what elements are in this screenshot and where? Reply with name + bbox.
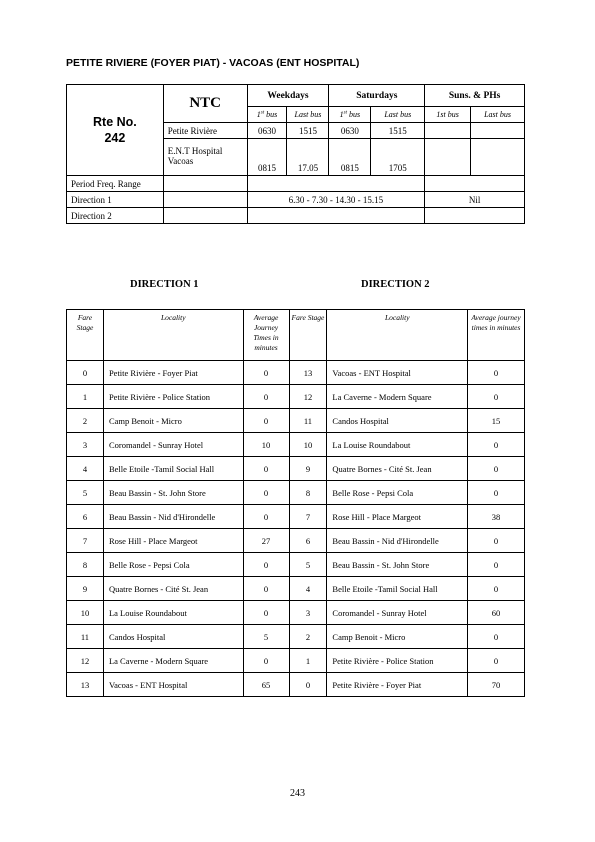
sat-last-bus-header: Last bus	[371, 107, 425, 123]
locality-d1: Candos Hospital	[103, 625, 243, 649]
wd-last-time: 1515	[287, 123, 329, 139]
table-row	[67, 409, 525, 433]
route-label: Rte No.	[93, 115, 137, 129]
fare-stage-d1: 8	[67, 553, 104, 577]
avg-time-d1: 0	[243, 601, 289, 625]
locality-d1: Vacoas - ENT Hospital	[103, 673, 243, 697]
locality-d1: Petite Rivière - Foyer Piat	[103, 361, 243, 385]
fare-stage-d1: 2	[67, 409, 104, 433]
wd-first-bus-header: 1st bus	[247, 107, 287, 123]
avg-time-header: Average Journey Times in minutes	[243, 310, 289, 361]
locality-d1: La Louise Roundabout	[103, 601, 243, 625]
page-number: 243	[290, 788, 305, 799]
table-row	[67, 649, 525, 673]
fare-stage-d2: 12	[289, 385, 327, 409]
locality-d2: Petite Rivière - Foyer Piat	[327, 673, 468, 697]
weekdays-header: Weekdays	[247, 85, 329, 107]
locality-d2: Candos Hospital	[327, 409, 468, 433]
sat-last-time: 1705	[371, 139, 425, 176]
wd-first-time: 0630	[247, 123, 287, 139]
fare-stage-d1: 5	[67, 481, 104, 505]
fare-stage-d1: 3	[67, 433, 104, 457]
avg-time-d2: 0	[468, 649, 525, 673]
avg-time-d2: 0	[468, 529, 525, 553]
schedule-table	[66, 84, 525, 224]
sat-first-time: 0630	[329, 123, 371, 139]
avg-time-d2: 0	[468, 433, 525, 457]
fare-stage-d2: 7	[289, 505, 327, 529]
fare-stage-d1: 12	[67, 649, 104, 673]
fare-stage-d2: 3	[289, 601, 327, 625]
table-row	[67, 361, 525, 385]
locality-d2: Rose Hill - Place Margeot	[327, 505, 468, 529]
table-row	[67, 457, 525, 481]
table-row	[67, 553, 525, 577]
sun-first-time	[425, 139, 471, 176]
route-number-cell	[67, 85, 164, 176]
locality-d2: Beau Bassin - St. John Store	[327, 553, 468, 577]
locality-d1: Belle Rose - Pepsi Cola	[103, 553, 243, 577]
sun-last-time	[471, 139, 525, 176]
locality-d2: Beau Bassin - Nid d'Hirondelle	[327, 529, 468, 553]
table-row	[67, 481, 525, 505]
sat-first-time: 0815	[329, 139, 371, 176]
fare-stage-d1: 11	[67, 625, 104, 649]
fare-stage-table	[66, 309, 525, 697]
locality-d2: Petite Rivière - Police Station	[327, 649, 468, 673]
avg-time-d1: 0	[243, 577, 289, 601]
avg-time-d2: 0	[468, 553, 525, 577]
avg-time-d2: 0	[468, 577, 525, 601]
avg-time-d1: 0	[243, 385, 289, 409]
wd-first-time: 0815	[247, 139, 287, 176]
fare-stage-d2: 6	[289, 529, 327, 553]
fare-stage-d1: 10	[67, 601, 104, 625]
locality-header: Locality	[103, 310, 243, 361]
avg-time-d2: 38	[468, 505, 525, 529]
avg-time-d2: 0	[468, 457, 525, 481]
locality-d2: Belle Etoile -Tamil Social Hall	[327, 577, 468, 601]
fare-stage-d1: 9	[67, 577, 104, 601]
table-row	[67, 385, 525, 409]
fare-stage-d1: 0	[67, 361, 104, 385]
locality-d2: Coromandel - Sunray Hotel	[327, 601, 468, 625]
table-row	[67, 673, 525, 697]
avg-time-d2: 0	[468, 361, 525, 385]
locality-d2: La Caverne - Modern Square	[327, 385, 468, 409]
avg-time-d2: 60	[468, 601, 525, 625]
avg-time-d1: 0	[243, 457, 289, 481]
fare-stage-header: Fare Stage	[289, 310, 327, 361]
locality-d1: Camp Benoit - Micro	[103, 409, 243, 433]
fare-stage-d2: 4	[289, 577, 327, 601]
direction1-heading: DIRECTION 1	[130, 279, 199, 290]
avg-time-header: Average journey times in minutes	[468, 310, 525, 361]
route-title: PETITE RIVIERE (FOYER PIAT) - VACOAS (ENT HOSPITAL)	[66, 57, 360, 69]
table-row	[67, 529, 525, 553]
avg-time-d1: 65	[243, 673, 289, 697]
direction1-times: 6.30 - 7.30 - 14.30 - 15.15	[247, 192, 425, 208]
direction1-sundays: Nil	[425, 192, 525, 208]
table-row	[67, 625, 525, 649]
locality-d2: Vacoas - ENT Hospital	[327, 361, 468, 385]
avg-time-d1: 27	[243, 529, 289, 553]
fare-stage-d2: 2	[289, 625, 327, 649]
locality-d1: Rose Hill - Place Margeot	[103, 529, 243, 553]
avg-time-d1: 5	[243, 625, 289, 649]
locality-d1: La Caverne - Modern Square	[103, 649, 243, 673]
avg-time-d2: 0	[468, 385, 525, 409]
direction2-label: Direction 2	[67, 208, 164, 224]
wd-last-time: 17.05	[287, 139, 329, 176]
fare-stage-d2: 0	[289, 673, 327, 697]
locality-d1: Coromandel - Sunray Hotel	[103, 433, 243, 457]
fare-stage-d2: 5	[289, 553, 327, 577]
fare-stage-d1: 1	[67, 385, 104, 409]
avg-time-d1: 0	[243, 481, 289, 505]
direction2-heading: DIRECTION 2	[361, 279, 430, 290]
fare-stage-header: Fare Stage	[67, 310, 104, 361]
sun-last-bus-header: Last bus	[471, 107, 525, 123]
locality-d1: Petite Rivière - Police Station	[103, 385, 243, 409]
avg-time-d1: 0	[243, 361, 289, 385]
locality-d1: Quatre Bornes - Cité St. Jean	[103, 577, 243, 601]
sundays-header: Suns. & PHs	[425, 85, 525, 107]
fare-stage-d2: 13	[289, 361, 327, 385]
locality-d2: Camp Benoit - Micro	[327, 625, 468, 649]
sun-first-time	[425, 123, 471, 139]
fare-stage-d1: 7	[67, 529, 104, 553]
locality-d1: Beau Bassin - Nid d'Hirondelle	[103, 505, 243, 529]
table-row	[67, 433, 525, 457]
avg-time-d1: 10	[243, 433, 289, 457]
stop-name: E.N.T Hospital Vacoas	[163, 139, 247, 176]
fare-stage-d1: 13	[67, 673, 104, 697]
fare-stage-d1: 6	[67, 505, 104, 529]
avg-time-d2: 0	[468, 481, 525, 505]
avg-time-d2: 0	[468, 625, 525, 649]
avg-time-d1: 0	[243, 409, 289, 433]
locality-d2: La Louise Roundabout	[327, 433, 468, 457]
sun-last-time	[471, 123, 525, 139]
fare-stage-d2: 8	[289, 481, 327, 505]
saturdays-header: Saturdays	[329, 85, 425, 107]
table-row	[67, 505, 525, 529]
table-row	[67, 601, 525, 625]
period-label: Period Freq. Range	[67, 176, 164, 192]
route-number: 242	[104, 131, 126, 145]
table-row	[67, 577, 525, 601]
locality-d2: Quatre Bornes - Cité St. Jean	[327, 457, 468, 481]
fare-stage-d1: 4	[67, 457, 104, 481]
avg-time-d1: 0	[243, 553, 289, 577]
wd-last-bus-header: Last bus	[287, 107, 329, 123]
fare-stage-d2: 11	[289, 409, 327, 433]
fare-stage-d2: 1	[289, 649, 327, 673]
locality-d2: Belle Rose - Pepsi Cola	[327, 481, 468, 505]
sat-last-time: 1515	[371, 123, 425, 139]
operator-header: NTC	[163, 85, 247, 123]
avg-time-d2: 15	[468, 409, 525, 433]
fare-stage-d2: 9	[289, 457, 327, 481]
sun-first-bus-header: 1st bus	[425, 107, 471, 123]
avg-time-d1: 0	[243, 505, 289, 529]
avg-time-d1: 0	[243, 649, 289, 673]
sat-first-bus-header: 1st bus	[329, 107, 371, 123]
direction1-label: Direction 1	[67, 192, 164, 208]
locality-d1: Belle Etoile -Tamil Social Hall	[103, 457, 243, 481]
avg-time-d2: 70	[468, 673, 525, 697]
fare-stage-d2: 10	[289, 433, 327, 457]
stop-name: Petite Rivière	[163, 123, 247, 139]
locality-d1: Beau Bassin - St. John Store	[103, 481, 243, 505]
locality-header: Locality	[327, 310, 468, 361]
